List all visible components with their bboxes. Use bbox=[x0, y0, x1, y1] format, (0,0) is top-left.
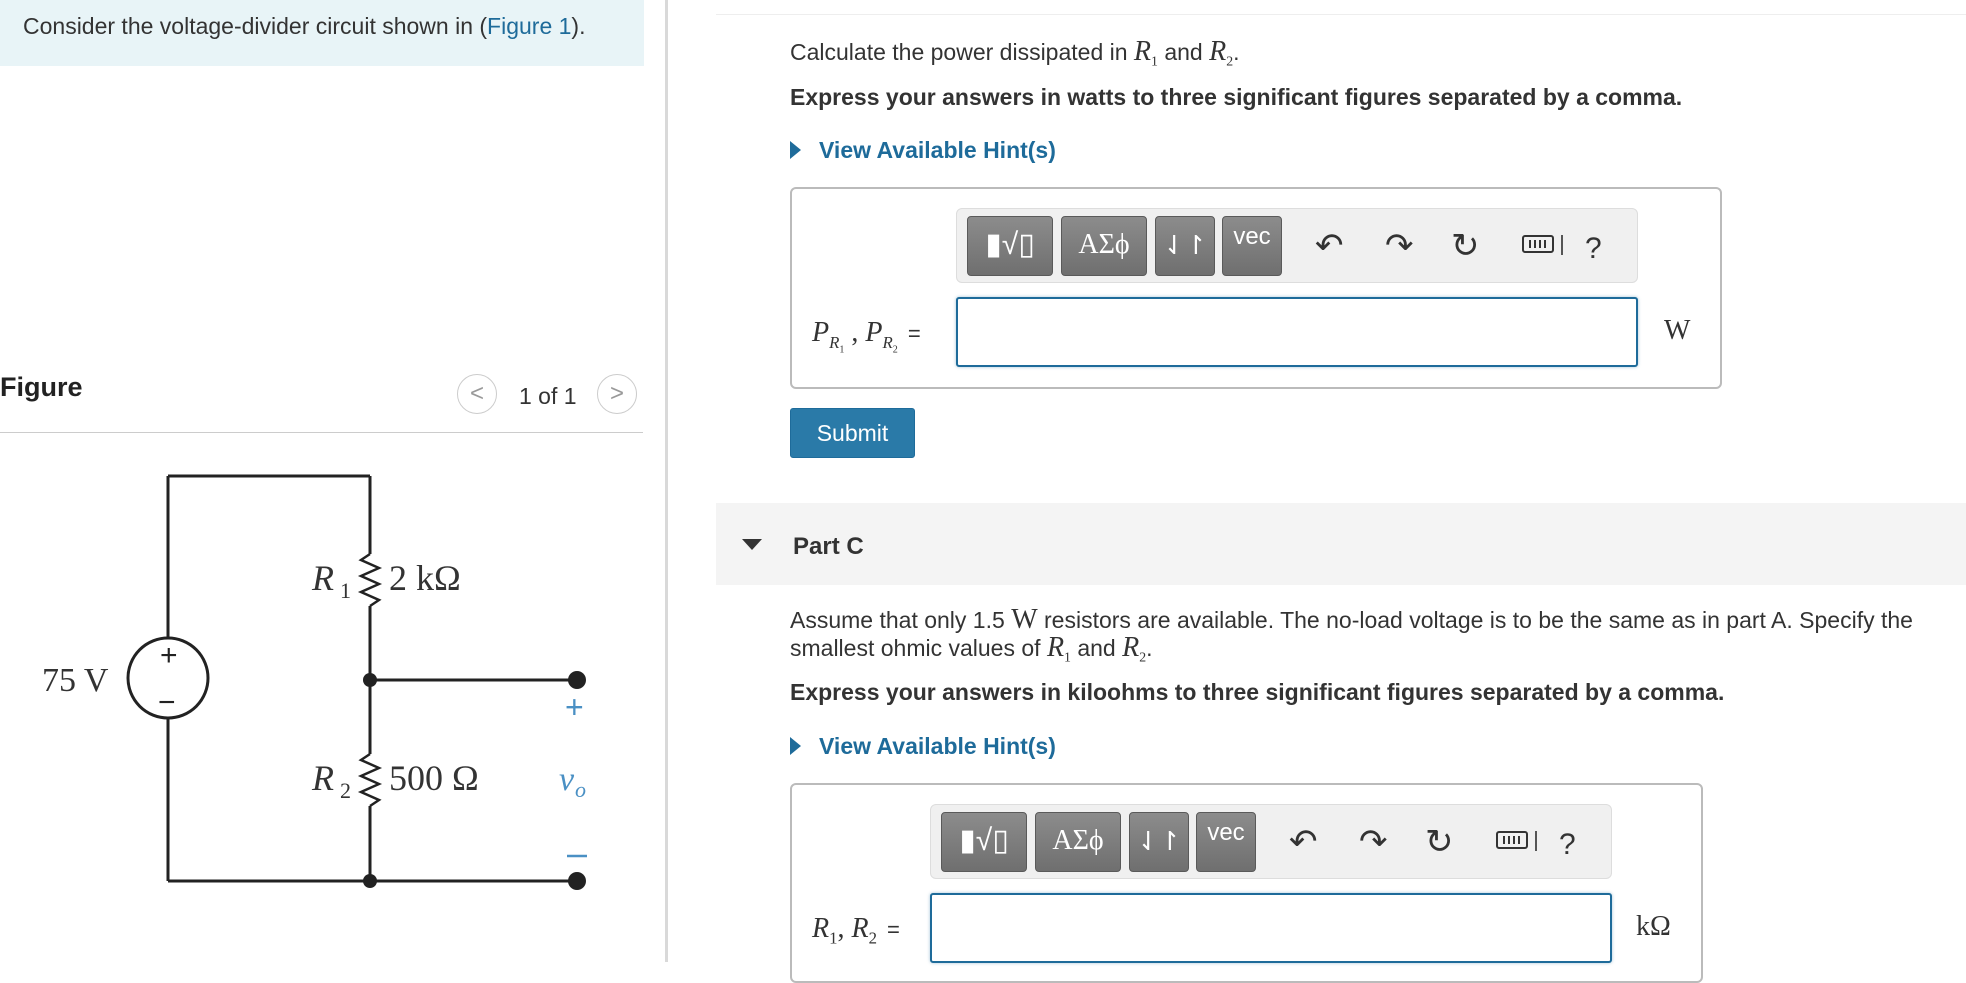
vo-label-sub: o bbox=[575, 777, 586, 802]
partb-label-p1: P bbox=[812, 317, 830, 348]
partc-label-comma: , bbox=[837, 913, 852, 944]
partc-r1-sub: 1 bbox=[1064, 649, 1071, 665]
partc-hint-toggle[interactable] bbox=[790, 733, 1056, 760]
figure-prev-button[interactable]: < bbox=[457, 374, 497, 414]
templates-icon: ▮√▯ bbox=[985, 228, 1035, 261]
source-minus-sign: − bbox=[158, 686, 176, 719]
partc-r2-symbol: R bbox=[1122, 632, 1140, 663]
reset-icon[interactable]: ↻ bbox=[1425, 823, 1454, 861]
partb-hint-toggle[interactable] bbox=[790, 137, 1056, 164]
r2-zigzag bbox=[361, 754, 379, 806]
r2-label-sub: 2 bbox=[340, 778, 351, 803]
figure-counter: 1 of 1 bbox=[519, 383, 577, 409]
toolbar-separator bbox=[1535, 831, 1537, 851]
panel-divider[interactable] bbox=[665, 0, 668, 962]
node-dot-bottom bbox=[363, 874, 377, 888]
keyboard-icon[interactable] bbox=[1522, 235, 1554, 253]
reset-icon[interactable]: ↻ bbox=[1451, 227, 1480, 265]
partb-prompt bbox=[790, 36, 1240, 70]
partc-math-toolbar bbox=[930, 804, 1612, 879]
partc-r1-symbol: R bbox=[1046, 632, 1065, 663]
partc-label-r1-sub: 1 bbox=[829, 928, 838, 948]
greek-symbols-button[interactable]: ΑΣϕ bbox=[1061, 216, 1147, 276]
partb-math-toolbar bbox=[956, 208, 1638, 283]
templates-icon: ▮√▯ bbox=[959, 824, 1009, 857]
partc-answer-label bbox=[812, 913, 900, 949]
partb-period: . bbox=[1233, 39, 1240, 65]
partc-r2-sub: 2 bbox=[1139, 649, 1147, 665]
partc-title: Part C bbox=[793, 533, 864, 560]
r1-label-sub: 1 bbox=[340, 578, 351, 603]
arrows-button[interactable]: ⇃↾ bbox=[1155, 216, 1215, 276]
r2-label: R bbox=[312, 758, 334, 798]
partc-label-r1: R bbox=[812, 913, 830, 944]
redo-icon[interactable]: ↷ bbox=[1385, 227, 1414, 265]
vector-button[interactable]: vec bbox=[1196, 812, 1256, 872]
partb-label-p2-subsub: 2 bbox=[892, 343, 898, 355]
partc-equals: = bbox=[887, 917, 900, 942]
partc-hint-label: View Available Hint(s) bbox=[819, 733, 1056, 759]
figure-next-button[interactable]: > bbox=[597, 374, 637, 414]
partb-label-p1-sub: R bbox=[829, 332, 840, 352]
submit-button[interactable]: Submit bbox=[790, 408, 915, 458]
templates-button[interactable] bbox=[941, 812, 1027, 872]
partc-and: and bbox=[1070, 635, 1123, 661]
circuit-diagram bbox=[0, 440, 644, 900]
undo-icon[interactable]: ↶ bbox=[1289, 823, 1318, 861]
partb-prompt-text: Calculate the power dissipated in bbox=[790, 39, 1134, 65]
vector-button[interactable]: vec bbox=[1222, 216, 1282, 276]
source-plus-sign: + bbox=[160, 639, 178, 672]
partb-r1-symbol: R bbox=[1133, 36, 1152, 67]
partb-hint-label: View Available Hint(s) bbox=[819, 137, 1056, 163]
partc-instruction: Express your answers in kiloohms to three significant figures separated by a comma. bbox=[790, 679, 1725, 705]
partc-answer-input[interactable] bbox=[930, 893, 1612, 963]
partc-period: . bbox=[1146, 635, 1153, 661]
partb-label-p2: P bbox=[865, 317, 883, 348]
partb-r2-sub: 2 bbox=[1226, 53, 1234, 69]
greek-symbols-button[interactable]: ΑΣϕ bbox=[1035, 812, 1121, 872]
r2-value: 500 Ω bbox=[389, 758, 479, 798]
undo-icon[interactable]: ↶ bbox=[1315, 227, 1344, 265]
partb-r2-symbol: R bbox=[1209, 36, 1227, 67]
partc-prompt bbox=[790, 606, 1960, 672]
toolbar-separator bbox=[1561, 235, 1563, 255]
partb-instruction: Express your answers in watts to three significant figures separated by a comma. bbox=[790, 84, 1683, 110]
partb-r1-sub: 1 bbox=[1151, 53, 1158, 69]
caret-down-icon bbox=[742, 539, 762, 550]
vo-label: v bbox=[559, 761, 575, 798]
partc-label-r2-sub: 2 bbox=[868, 928, 877, 948]
partc-prompt-mid: resistors are available. The no-load voltage is to be the same as in part A. Specify the smallest ohmic values of bbox=[790, 607, 1913, 661]
partc-watt-symbol: W bbox=[1011, 604, 1038, 635]
partc-prompt-start: Assume that only 1.5 bbox=[790, 607, 1012, 633]
terminal-top bbox=[568, 671, 586, 689]
partc-answer-box bbox=[790, 783, 1703, 983]
templates-button[interactable] bbox=[967, 216, 1053, 276]
node-dot-middle bbox=[363, 673, 377, 687]
partb-and: and bbox=[1157, 39, 1210, 65]
vo-plus-sign: + bbox=[565, 689, 584, 725]
partb-answer-box bbox=[790, 187, 1722, 389]
figure-link[interactable]: Figure 1 bbox=[487, 13, 572, 39]
partb-answer-label bbox=[812, 317, 921, 355]
caret-right-icon bbox=[790, 737, 801, 755]
source-voltage-label: 75 V bbox=[42, 662, 109, 699]
redo-icon[interactable]: ↷ bbox=[1359, 823, 1388, 861]
partb-label-comma: , bbox=[844, 317, 866, 348]
keyboard-icon[interactable] bbox=[1496, 831, 1528, 849]
partc-header[interactable] bbox=[716, 503, 1966, 585]
partb-unit: W bbox=[1664, 315, 1691, 346]
terminal-bottom bbox=[568, 872, 586, 890]
partb-label-p2-sub: R bbox=[882, 332, 893, 352]
partb-equals: = bbox=[907, 321, 921, 346]
partc-unit: kΩ bbox=[1636, 911, 1671, 942]
help-icon[interactable]: ? bbox=[1559, 828, 1576, 861]
figure-title: Figure bbox=[0, 372, 83, 402]
intro-text bbox=[23, 13, 585, 40]
partc-label-r2: R bbox=[851, 913, 869, 944]
r1-zigzag bbox=[361, 554, 379, 606]
partb-label-p1-subsub: 1 bbox=[839, 343, 845, 355]
intro-text-after: ). bbox=[571, 13, 586, 39]
r1-value: 2 kΩ bbox=[389, 558, 461, 598]
partb-answer-input[interactable] bbox=[956, 297, 1638, 367]
section-top-rule bbox=[716, 14, 1966, 15]
intro-text-before: Consider the voltage-divider circuit shown in ( bbox=[23, 13, 488, 39]
arrows-button[interactable]: ⇃↾ bbox=[1129, 812, 1189, 872]
figure-divider bbox=[0, 432, 643, 433]
r1-label: R bbox=[312, 558, 334, 598]
caret-right-icon bbox=[790, 141, 801, 159]
help-icon[interactable]: ? bbox=[1585, 232, 1602, 265]
problem-intro bbox=[0, 0, 644, 66]
